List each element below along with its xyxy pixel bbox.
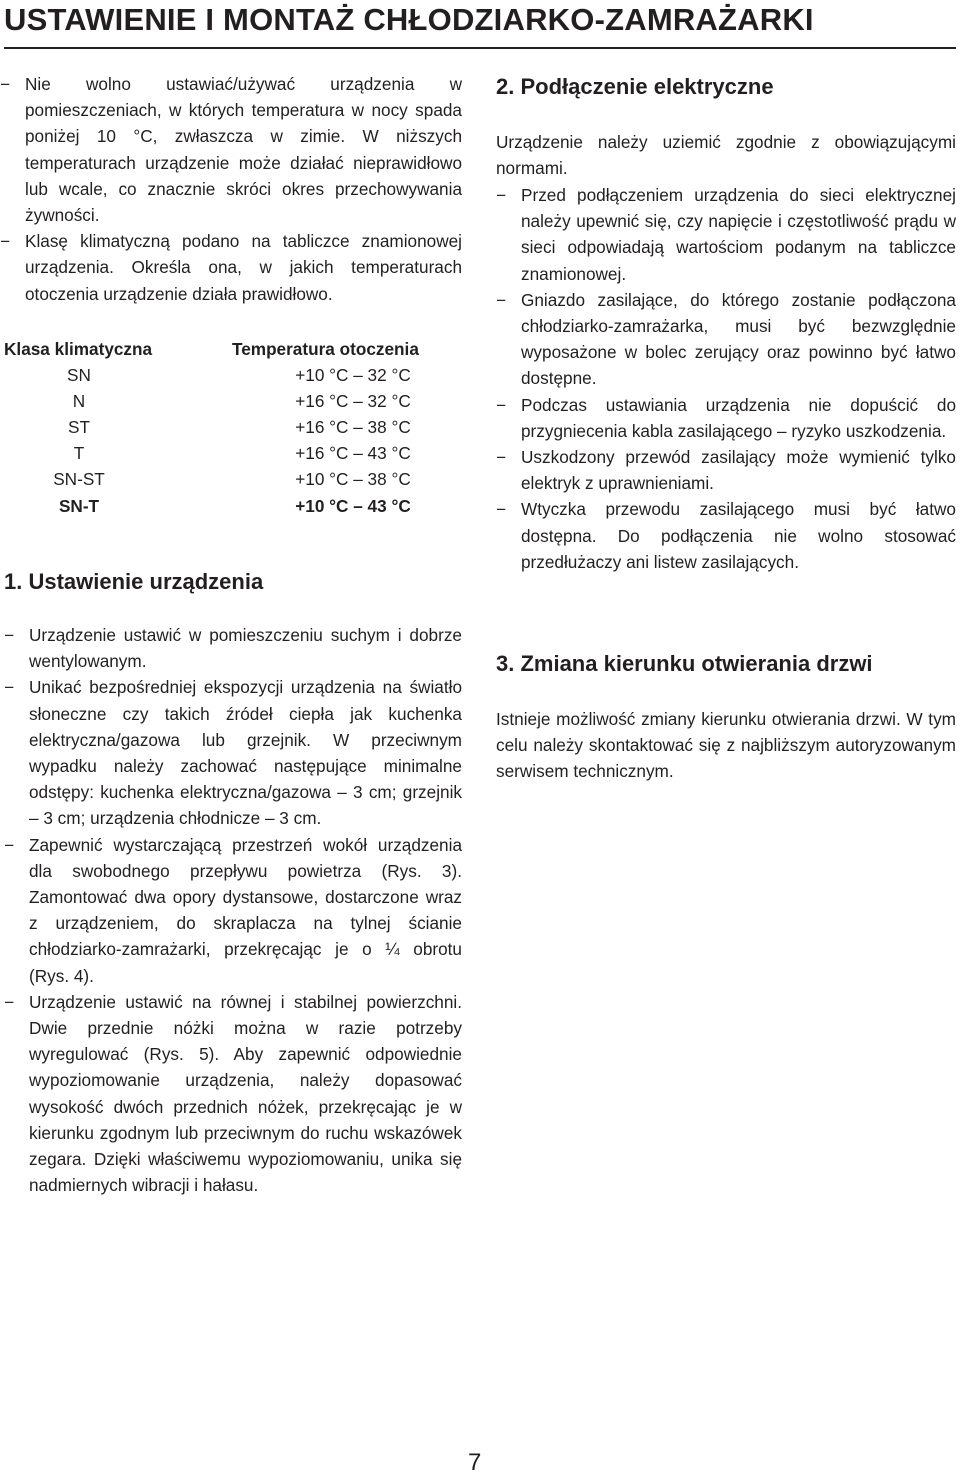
- table-row: [4, 493, 474, 519]
- ambient-temperature-header: Temperatura otoczenia: [232, 338, 419, 359]
- title-divider: [4, 47, 956, 49]
- table-row: [4, 362, 474, 388]
- climate-class-cell: SN: [67, 364, 91, 385]
- section-2-item: − Gniazdo zasilające, do którego zostanie podłączona chłodziarko-zamrażarka, musi być bezwzględnie wyposażone w bolec zerujący oraz powinno być łatwo dostępne.: [496, 287, 956, 392]
- page-title: USTAWIENIE I MONTAŻ CHŁODZIARKO-ZAMRAŻARKI: [4, 2, 814, 37]
- climate-class-table: [4, 336, 474, 519]
- temperature-range-cell: +10 °C – 32 °C: [295, 364, 411, 385]
- section-1-item: − Urządzenie ustawić w pomieszczeniu suchym i dobrze wentylowanym.: [4, 622, 462, 674]
- table-row: [4, 388, 474, 414]
- intro-item: − Klasę klimatyczną podano na tabliczce znamionowej urządzenia. Określa ona, w jakich temperaturach otoczenia urządzenie działa prawidłowo.: [0, 228, 462, 307]
- climate-class-cell: ST: [68, 416, 90, 437]
- section-3-heading: 3. Zmiana kierunku otwierania drzwi: [496, 651, 873, 676]
- section-1-item: − Zapewnić wystarczającą przestrzeń wokół urządzenia dla swobodnego przepływu powietrza (Rys. 3). Zamontować dwa opory dystansowe, dostarczone wraz z urządzeniem, do skraplacza na tylnej ścianie chłodziarko-zamrażarki, przekręcając je o ¼ obrotu (Rys. 4).: [4, 832, 462, 989]
- section-1-heading: 1. Ustawienie urządzenia: [4, 569, 264, 594]
- climate-class-cell: SN-T: [58, 495, 100, 516]
- section-1-item: − Unikać bezpośredniej ekspozycji urządzenia na światło słoneczne czy takich źródeł ciepła jak kuchenka elektryczna/gazowa lub grzejnik. W przeciwnym wypadku należy zachować następujące minimalne odstępy: kuchenka elektryczna/gazowa – 3 cm; grzejnik – 3 cm; urządzenia chłodnicze – 3 cm.: [4, 674, 462, 831]
- section-1-list: [4, 622, 462, 1198]
- intro-item: − Nie wolno ustawiać/używać urządzenia w pomieszczeniach, w których temperatura w nocy spada poniżej 10 °C, zwłaszcza w zimie. W niższych temperaturach urządzenie może działać nieprawidłowo lub wcale, co znacznie skróci okres przechowywania żywności.: [0, 71, 462, 228]
- section-2-item: − Uszkodzony przewód zasilający może wymienić tylko elektryk z uprawnieniami.: [496, 444, 956, 496]
- table-row: [4, 441, 474, 467]
- section-1-item: − Urządzenie ustawić na równej i stabilnej powierzchni. Dwie przednie nóżki można w razie potrzeby wyregulować (Rys. 5). Aby zapewnić odpowiednie wypoziomowanie urządzenia, należy dopasować wysokość dwóch przednich nóżek, przekręcając je w kierunku zgodnym lub przeciwnym do ruchu wskazówek zegara. Dzięki właściwemu wypoziomowaniu, unika się nadmiernych wibracji i hałasu.: [4, 989, 462, 1199]
- section-2-heading: 2. Podłączenie elektryczne: [496, 74, 774, 99]
- table-row: [4, 414, 474, 440]
- section-2-item: − Przed podłączeniem urządzenia do sieci elektrycznej należy upewnić się, czy napięcie i częstotliwość prądu w sieci odpowiadają wartościom podanym na tabliczce znamionowej.: [496, 182, 956, 287]
- climate-class-cell: SN-ST: [53, 469, 105, 490]
- section-2-list: [496, 182, 956, 575]
- temperature-range-cell: +10 °C – 38 °C: [295, 469, 411, 490]
- section-3-text: Istnieje możliwość zmiany kierunku otwierania drzwi. W tym celu należy skontaktować się z najbliższym autoryzowanym serwisem technicznym.: [496, 709, 956, 782]
- section-2-intro: Urządzenie należy uziemić zgodnie z obowiązującymi normami.: [496, 132, 956, 179]
- section-2-item: − Podczas ustawiania urządzenia nie dopuścić do przygniecenia kabla zasilającego – ryzyko uszkodzenia.: [496, 392, 956, 444]
- page-number: 7: [468, 1449, 482, 1476]
- temperature-range-cell: +16 °C – 32 °C: [295, 390, 411, 411]
- temperature-range-cell: +16 °C – 38 °C: [295, 416, 411, 437]
- section-2-item: − Wtyczka przewodu zasilającego musi być łatwo dostępna. Do podłączenia nie wolno stosować przedłużaczy ani listew zasilających.: [496, 496, 956, 575]
- climate-class-header: Klasa klimatyczna: [4, 338, 153, 359]
- intro-list: [0, 71, 462, 307]
- temperature-range-cell: +10 °C – 43 °C: [295, 495, 411, 516]
- table-header-row: [4, 336, 474, 362]
- temperature-range-cell: +16 °C – 43 °C: [295, 443, 411, 464]
- table-row: [4, 467, 474, 493]
- climate-class-cell: T: [73, 443, 85, 464]
- climate-class-cell: N: [72, 390, 86, 411]
